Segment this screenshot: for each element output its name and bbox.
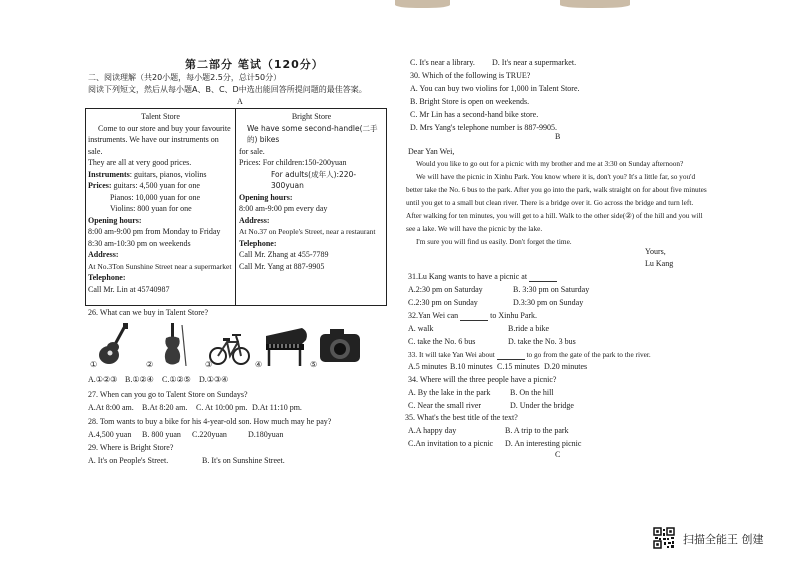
watermark-text: 扫描全能王 创建	[683, 533, 764, 546]
table-divider	[235, 109, 236, 305]
question-33: 33. It will take Yan Wei about to go from the gate of the park to the river.	[408, 350, 651, 359]
instruments-label: Instruments	[88, 169, 130, 179]
passage-a-label: A	[237, 97, 243, 106]
q34-option: B. On the hill	[510, 388, 554, 397]
violin-icon	[152, 322, 194, 368]
part-title: 第二部分 笔试（120分）	[185, 58, 324, 71]
talent-address-value: At No.3Ton Sunshine Street near a supermarket	[88, 261, 232, 271]
q33-option: B.10 minutes	[450, 362, 493, 371]
q34-option: A. By the lake in the park	[408, 388, 491, 397]
q27-option: A.At 8:00 am.	[88, 403, 134, 412]
talent-store-intro-line: They are all at very good prices.	[88, 158, 192, 167]
scan-smudge	[560, 0, 630, 8]
talent-prices	[88, 180, 233, 192]
q26-option: D.①③④	[199, 375, 229, 384]
hours-line: 8:30 am-10:30 pm on weekends	[88, 238, 191, 248]
guitar-icon	[95, 322, 137, 368]
price-line: guitars: 4,500 yuan for one	[111, 181, 200, 190]
bicycle-icon	[208, 322, 250, 368]
q26-option: C.①②⑤	[162, 375, 191, 384]
answer-blank	[460, 312, 488, 321]
q34-option: D. Under the bridge	[510, 401, 574, 410]
talent-instruments	[88, 169, 233, 181]
letter-line: until you get to a small but clean river. There is a bridge over it. Go across the bridge and turn left.	[406, 198, 694, 207]
letter-line: see a lake. We will have the picnic by the lake.	[406, 224, 543, 233]
bright-telephone-line: Call Mr. Yang at 887-9905	[239, 261, 325, 271]
instruments-value: : guitars, pianos, violins	[129, 169, 207, 179]
question-30: 30. Which of the following is TRUE?	[410, 71, 531, 80]
q29-option: D. It's near a supermarket.	[492, 58, 577, 67]
bright-store-intro-line: We have some second-handle(二手的) bikes	[247, 123, 378, 144]
bright-store-intro-line: for sale.	[239, 146, 265, 156]
letter-line: better take the No. 6 bus to the park. After you go into the park, walk straight on for about five minutes	[406, 185, 707, 194]
q33-option: C.15 minutes	[497, 362, 540, 371]
hours-line: 8:00 am-9:00 pm from Monday to Friday	[88, 227, 221, 236]
question-29: 29. Where is Bright Store?	[88, 443, 174, 452]
q30-option: D. Mrs Yang's telephone number is 887-9905.	[410, 123, 557, 132]
q26-option: B.①②④	[125, 375, 154, 384]
q26-option: A.①②③	[88, 375, 118, 384]
picture-label: ⑤	[310, 360, 318, 369]
q28-option: A.4,500 yuan	[88, 430, 132, 439]
price-line: Pianos: 10,000 yuan for one	[110, 192, 200, 202]
bright-price-children: Prices: For children:150-200yuan	[239, 158, 347, 167]
question-28: 28. Tom wants to buy a bike for his 4-year-old son. How much may he pay?	[88, 417, 332, 426]
q32-option: A. walk	[408, 324, 434, 333]
qr-code-icon	[653, 527, 675, 549]
picture-label: ③	[205, 360, 213, 369]
q29-option: C. It's near a library.	[410, 58, 475, 67]
question-34: 34. Where will the three people have a picnic?	[408, 375, 557, 384]
q33-option: A.5 minutes	[408, 362, 448, 371]
question-35: 35. What's the best title of the text?	[405, 413, 518, 422]
picture-label: ②	[146, 360, 154, 369]
letter-line: After walking for ten minutes, you will get to a hill. Walk to the other side(②) of the hill and you will	[406, 211, 703, 220]
q29-option: B. It's on Sunshine Street.	[202, 456, 285, 465]
section-instruction: 阅读下列短文，然后从每小题A、B、C、D中选出能回答所提问题的最佳答案。	[88, 85, 367, 94]
price-line: Violins: 800 yuan for one	[110, 204, 192, 213]
talent-store-title: Talent Store	[141, 112, 180, 121]
q35-option: C.An invitation to a picnic	[408, 439, 494, 448]
bright-store-column	[239, 111, 384, 272]
q31-option: C.2:30 pm on Sunday	[408, 298, 478, 307]
q27-option: D.At 11:10 pm.	[252, 403, 302, 412]
bright-hours-label: Opening hours:	[239, 192, 293, 202]
section-heading: 二、阅读理解（共20小题，每小题2.5分，总计50分）	[88, 73, 282, 82]
q30-option: A. You can buy two violins for 1,000 in Talent Store.	[410, 84, 580, 93]
q34-option: C. Near the small river	[408, 401, 482, 410]
advertisement-table	[85, 108, 387, 306]
talent-store-intro-line: instruments. We have our instruments on sale.	[88, 135, 219, 156]
q30-option: C. Mr Lin has a second-hand bike store.	[410, 110, 539, 119]
q27-option: C. At 10:00 pm.	[196, 403, 248, 412]
question-26: 26. What can we buy in Talent Store?	[88, 308, 208, 317]
q28-option: D.180yuan	[248, 430, 284, 439]
question-27: 27. When can you go to Talent Store on Sundays?	[88, 390, 248, 399]
q27-option: B.At 8:20 am.	[142, 403, 188, 412]
letter-signature: Lu Kang	[645, 259, 674, 268]
q30-option: B. Bright Store is open on weekends.	[410, 97, 530, 106]
q32-option: B.ride a bike	[508, 324, 550, 333]
passage-b-label: B	[555, 132, 561, 141]
bright-hours-value: 8:00 am-9:00 pm every day	[239, 204, 328, 213]
q35-option: D. An interesting picnic	[505, 439, 582, 448]
bright-price-adults: For adults(成年人):220-300yuan	[271, 169, 357, 190]
q28-option: B. 800 yuan	[142, 430, 181, 439]
bright-address-value: At No.37 on People's Street, near a restaurant	[239, 227, 376, 236]
q31-option: D.3:30 pm on Sunday	[513, 298, 584, 307]
letter-line: We will have the picnic in Xinhu Park. You know where it is, don't you? It's a little far, so you'd	[416, 172, 696, 181]
q31-option: B. 3:30 pm on Saturday	[513, 285, 590, 294]
q32-option: D. take the No. 3 bus	[508, 337, 576, 346]
q33-option: D.20 minutes	[544, 362, 588, 371]
bright-telephone-line: Call Mr. Zhang at 455-7789	[239, 250, 329, 259]
picture-label: ①	[90, 360, 98, 369]
talent-hours-label: Opening hours:	[88, 215, 142, 225]
question-31: 31.Lu Kang wants to have a picnic at	[408, 272, 557, 282]
bright-telephone-label: Telephone:	[239, 238, 277, 248]
letter-salutation: Dear Yan Wei,	[408, 147, 455, 156]
camera-icon	[318, 322, 362, 368]
talent-store-intro-line: Come to our store and buy your favourite	[98, 123, 231, 133]
piano-icon	[262, 322, 310, 368]
bright-address-label: Address:	[239, 215, 270, 225]
talent-telephone-label: Telephone:	[88, 273, 126, 282]
answer-blank	[529, 273, 557, 282]
picture-label: ④	[255, 360, 263, 369]
talent-address-label: Address:	[88, 250, 119, 259]
q29-option: A. It's on People's Street.	[88, 456, 169, 465]
passage-c-label: C	[555, 450, 561, 459]
q35-option: A.A happy day	[408, 426, 457, 435]
q31-option: A.2:30 pm on Saturday	[408, 285, 483, 294]
scan-smudge	[395, 0, 450, 8]
bright-store-title: Bright Store	[291, 112, 332, 121]
letter-line: I'm sure you will find us easily. Don't forget the time.	[416, 237, 572, 246]
answer-blank	[497, 351, 525, 360]
letter-line: Would you like to go out for a picnic with my brother and me at 3:30 on Sunday afternoon?	[416, 159, 684, 168]
prices-label: Prices:	[88, 181, 112, 190]
talent-telephone-value: Call Mr. Lin at 45740987	[88, 284, 170, 294]
q28-option: C.220yuan	[192, 430, 227, 439]
q32-option: C. take the No. 6 bus	[408, 337, 476, 346]
q35-option: B. A trip to the park	[505, 426, 569, 435]
question-32: 32.Yan Wei can to Xinhu Park.	[408, 311, 538, 320]
talent-store-column	[88, 111, 233, 295]
letter-closing: Yours,	[645, 247, 666, 256]
